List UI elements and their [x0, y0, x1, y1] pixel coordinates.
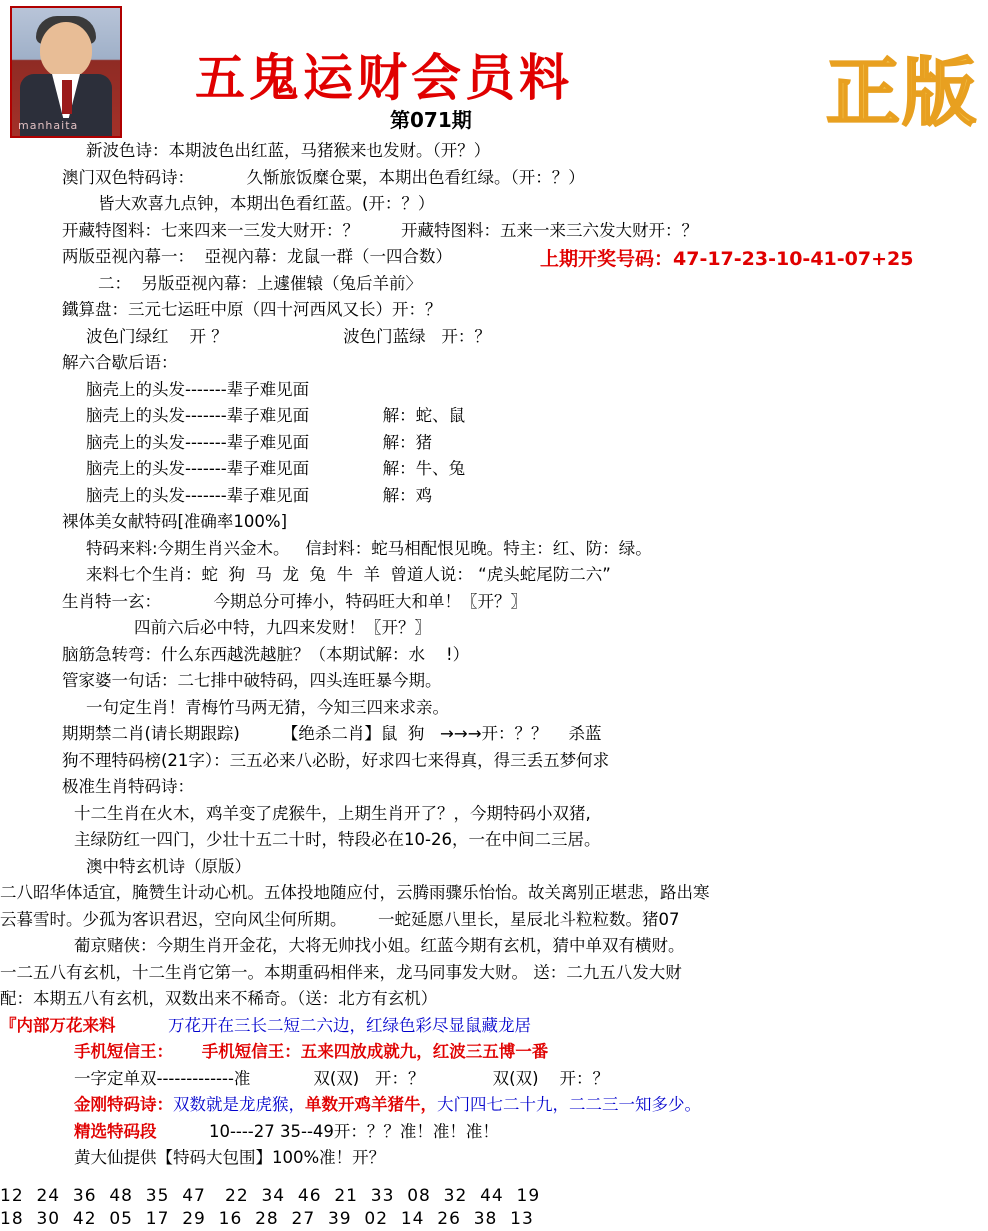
text-line: 脑壳上的头发-------辈子难见面 解：鸡	[86, 485, 433, 505]
portrait-face	[40, 22, 92, 78]
text-span: 万花开在三长二短二六边，红绿色彩尽显鼠藏龙居	[115, 1015, 531, 1035]
text-line: 二八昭华体适宜，腌赞生计动心机。五体投地随应付，云腾雨骤乐怡怡。故关离别正堪悲，路出寒	[0, 883, 710, 902]
text-span: 金刚特码诗：	[74, 1095, 173, 1114]
text-line: 脑壳上的头发-------辈子难见面 解：猪	[86, 432, 433, 452]
text-line: 期期禁二肖(请长期跟踪) 【绝杀二肖】鼠 狗 →→→开：？？ 杀蓝	[62, 724, 602, 743]
text-line: 脑壳上的头发-------辈子难见面 解：蛇、鼠	[86, 406, 466, 425]
text-line: 新波色诗：本期波色出红蓝，马猪猴来也发财。（开？）	[86, 141, 491, 160]
portrait-photo	[10, 6, 122, 138]
text-line: 四前六后必中特，九四来发财！〖开？〗	[134, 618, 431, 637]
text-line-colored	[0, 1066, 988, 1093]
text-line: 鐵算盘：三元七运旺中原（四十河西风又长）开：？	[62, 300, 442, 319]
text-line: 裸体美女献特码[准确率100%]	[62, 512, 288, 531]
text-span: 双数就是龙虎猴，	[173, 1095, 305, 1114]
text-line: 二： 另版亞视內幕：上遽催辕（兔后羊前〉	[98, 273, 422, 293]
text-line: 脑壳上的头发-------辈子难见面	[86, 379, 310, 399]
text-line-colored	[0, 1092, 988, 1119]
text-line: 主绿防红一四门，少壮十五二十时，特段必在10-26，一在中间二三居。	[74, 830, 601, 849]
text-line: 一二五八有玄机，十二生肖它第一。本期重码相伴来，龙马同事发大财。 送：二九五八发大财	[0, 962, 682, 982]
text-line: 一句定生肖！青梅竹马两无猜，今知三四来求亲。	[86, 697, 449, 717]
text-span: 『内部万花来料	[0, 1015, 116, 1035]
text-line: 葡京赌侠：今期生肖开金花，大将无帅找小姐。红蓝今期有玄机，猜中单双有横财。	[74, 936, 685, 955]
article-body	[0, 138, 988, 1172]
text-line: 波色门绿红 开 ？ 波色门蓝绿 开：？	[86, 326, 491, 346]
text-line: 极准生肖特码诗：	[62, 777, 194, 796]
text-line: 云暮雪时。少孤为客识君迟，空向风尘何所期。 一蛇延愿八里长，星辰北斗粒粒数。猪07	[0, 909, 680, 929]
text-line: 澳中特玄机诗（原版）	[86, 856, 251, 876]
text-line: 皆大欢喜九点钟，本期出色看红蓝。(开：？）	[98, 194, 435, 213]
text-line: 澳门双色特码诗： 久惭旅饭糜仓粟，本期出色看红绿。（开：？）	[62, 167, 585, 187]
issue-number: 第071期	[390, 108, 472, 132]
text-line: 生肖特一玄： 今期总分可捧小，特码旺大和单！〖开？〗	[62, 591, 527, 611]
number-row: 12 24 36 48 35 47 22 34 46 21 33 08 32 44 19	[0, 1186, 541, 1206]
text-span: 手机短信王：	[74, 1042, 202, 1061]
text-line: 来料七个生肖：蛇 狗 马 龙 兔 牛 羊 曾道人说： “虎头蛇尾防二六”	[86, 565, 611, 584]
page-title: 五鬼运财会员料	[195, 49, 573, 107]
portrait-watermark: manhaita	[18, 119, 79, 132]
text-span: 10----27 35--49开：？？准！准！准！	[156, 1121, 499, 1141]
text-line: 特码来料:今期生肖兴金木。 信封料：蛇马相配恨见晚。特主：红、防：绿。	[86, 538, 652, 558]
number-table	[0, 1185, 988, 1231]
text-span: 一字定单双-------------准 双(双) 开：？ 双(双) 开：？	[74, 1068, 609, 1088]
portrait-tie	[62, 80, 72, 114]
text-line-colored	[0, 1039, 988, 1066]
text-line: 解六合歇后语：	[62, 353, 178, 372]
text-line: 脑壳上的头发-------辈子难见面 解：牛、兔	[86, 459, 466, 478]
text-line-colored	[0, 1013, 988, 1040]
last-draw-label: 上期开奖号码：	[540, 248, 674, 270]
text-line-colored	[0, 1145, 988, 1172]
text-line: 狗不理特码榜(21字）：三五必来八必盼，好求四七来得真，得三丢五梦何求	[62, 750, 610, 770]
text-line-colored	[0, 1119, 988, 1146]
text-span: 精选特码段	[74, 1121, 157, 1141]
text-span: 大门四七二十九，二二三一知多少。	[437, 1095, 701, 1114]
text-line: 两版亞视內幕一： 亞视內幕：龙鼠一群（一四合数）	[62, 247, 452, 266]
text-line: 开藏特图料：七来四来一三发大财开：？ 开藏特图料：五来一来三六发大财开：？	[62, 220, 698, 240]
number-row: 18 30 42 05 17 29 16 28 27 39 02 14 26 38 13	[0, 1209, 534, 1229]
text-span: 单数开鸡羊猪牛，	[305, 1095, 437, 1114]
text-line: 配：本期五八有玄机，双数出来不稀奇。（送：北方有玄机）	[0, 989, 438, 1008]
official-badge: 正版	[826, 50, 978, 136]
text-line: 十二生肖在火木，鸡羊变了虎猴牛，上期生肖开了？，今期特码小双猪,	[74, 803, 591, 823]
last-draw-values: 47-17-23-10-41-07+25	[673, 248, 914, 270]
text-line: 管家婆一句话：二七排中破特码，四头连旺暴今期。	[62, 671, 442, 690]
text-span: 手机短信王：五来四放成就九，红波三五博一番	[201, 1042, 549, 1061]
text-span: 黄大仙提供【特码大包围】100%准！开？	[74, 1148, 386, 1167]
text-line: 脑筋急转弯：什么东西越洗越脏？（本期试解：水 !）	[62, 644, 470, 664]
